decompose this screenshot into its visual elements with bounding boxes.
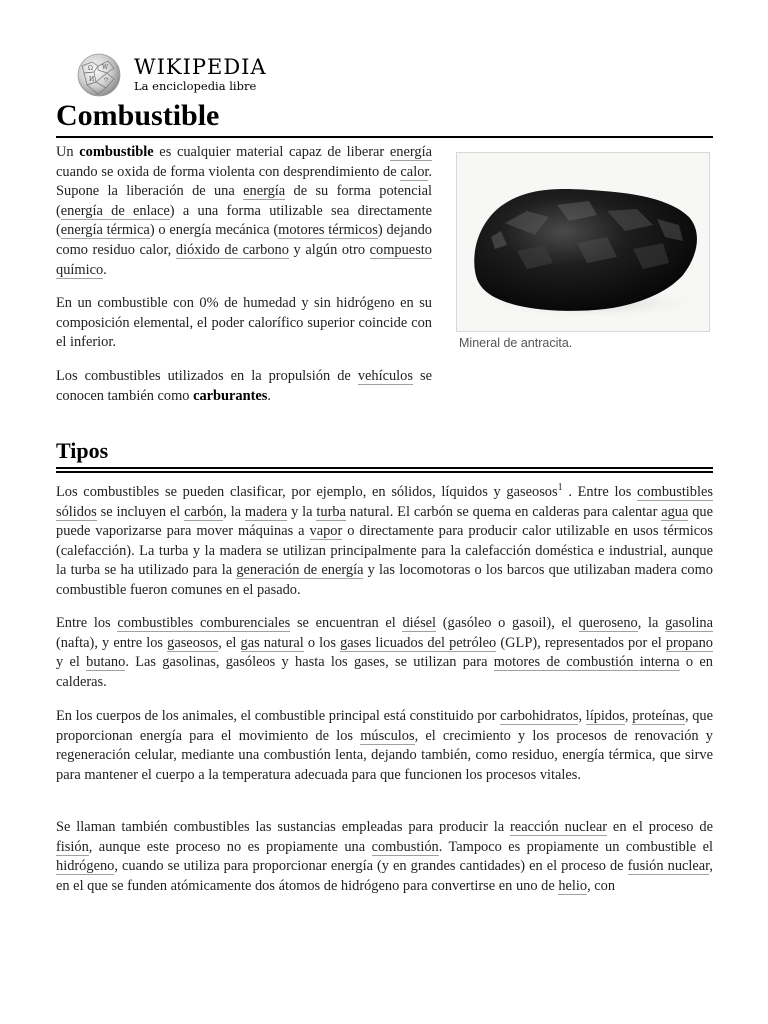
section-divider-top: [56, 467, 713, 469]
svg-text:И: И: [89, 76, 95, 83]
link-lipidos[interactable]: lípidos: [585, 708, 625, 724]
link-fision[interactable]: fisión: [56, 838, 89, 855]
link-combustibles-solidos[interactable]: combustibles sólidos: [56, 484, 713, 520]
link-calor[interactable]: calor: [400, 163, 429, 180]
tipos-paragraph-1: Los combustibles se pueden clasificar, por ejemplo, en sólidos, líquidos y gaseosos$^1$ . Entre los combustibles sólidos se incluyen el carbón, la madera y la turba natural. El carbón se quema en calderas para calentar agua que puede vaporizarse para mover máquinas a vapor o directamente para producir calor utilizable en usos térmicos (calefacción). La turba y la madera se utilizan principalmente para la calefacción doméstica e industrial, aunque la turba se ha utilizado para la generación de energía y las locomotoras o los barcos que utilizaban madera como combustible fueron comunes en el pasado.: [56, 482, 713, 598]
link-dioxido-de-carbono[interactable]: dióxido de carbono: [175, 241, 289, 258]
page-title: Combustible: [56, 99, 220, 132]
anthracite-image[interactable]: [456, 152, 710, 332]
link-energia-de-enlace[interactable]: energía de enlace: [60, 202, 170, 219]
svg-text:ウ: ウ: [103, 77, 110, 84]
link-energia-2[interactable]: energía: [243, 183, 286, 200]
wikipedia-globe-icon: [74, 52, 124, 98]
svg-text:Ω: Ω: [88, 65, 93, 72]
link-carbohidratos[interactable]: carbohidratos: [500, 708, 579, 724]
section-heading-tipos: Tipos: [56, 438, 109, 463]
reference-1[interactable]: 1: [557, 482, 563, 494]
svg-text:W: W: [102, 64, 109, 71]
title-divider: [56, 136, 713, 138]
link-motores-termicos[interactable]: motores térmicos: [278, 222, 378, 239]
tipos-paragraph-3: En los cuerpos de los animales, el combustible principal está constituido por carbohidratos, lípidos, proteínas, que proporcionan energía para el movimiento de los músculos, el crecimiento y los procesos de renovación y regeneración celular, mediante una combustión lenta, dejando también, como residuo, energía térmica, que sirve para mantener el cuerpo a la temperatura adecuada para que funcionen los procesos vitales.: [56, 708, 714, 783]
link-queroseno[interactable]: queroseno: [578, 615, 638, 631]
link-vehiculos[interactable]: vehículos: [357, 368, 413, 384]
link-gas-natural[interactable]: gas natural: [240, 634, 304, 651]
link-vapor[interactable]: vapor: [309, 523, 343, 540]
link-combustibles-comburenciales[interactable]: combustibles comburenciales: [117, 615, 291, 631]
link-butano[interactable]: butano: [86, 654, 126, 671]
link-combustion[interactable]: combustión: [371, 838, 439, 855]
wikipedia-wordmark: WIKIPEDIA: [134, 55, 267, 79]
infobox-figure: [456, 152, 710, 350]
link-propano[interactable]: propano: [665, 634, 713, 651]
lead-paragraph-2: En un combustible con 0% de humedad y sin hidrógeno en su composición elemental, el poder calorífico superior coincide con el inferior.: [56, 295, 432, 351]
figure-caption: Mineral de antracita.: [459, 336, 573, 350]
link-reaccion-nuclear[interactable]: reacción nuclear: [510, 819, 608, 835]
tipos-paragraph-2: Entre los combustibles comburenciales se encuentran el diésel (gasóleo o gasoil), el queroseno, la gasolina (nafta), y entre los gaseosos, el gas natural o los gases licuados del petróleo (GLP), representados por el propano y el butano. Las gasolinas, gasóleos y hasta los gases, se utilizan para motores de combustión interna o en calderas.: [56, 615, 714, 690]
wikipedia-header[interactable]: [74, 52, 274, 98]
link-helio[interactable]: helio: [558, 877, 588, 894]
link-fusion-nuclear[interactable]: fusión nuclear: [627, 858, 710, 875]
link-proteinas[interactable]: proteínas: [632, 708, 685, 724]
link-gases-licuados-del-petroleo[interactable]: gases licuados del petróleo: [340, 634, 497, 651]
wikipedia-tagline: La enciclopedia libre: [134, 79, 257, 93]
section-divider-bottom: [56, 471, 713, 473]
link-generacion-de-energia[interactable]: generación de energía: [236, 562, 364, 579]
lead-paragraph-1: Un combustible es cualquier material capaz de liberar energía cuando se oxida de forma violenta con desprendimiento de calor. Supone la liberación de una energía de su forma potencial (energía de enlace) a una forma utilizable sea directamente (energía térmica) o energía mecánica (motores térmicos) dejando como residuo calor, dióxido de carbono y algún otro compuesto químico.: [56, 144, 432, 278]
lead-paragraph-3: Los combustibles utilizados en la propulsión de vehículos se conocen también como carburantes.: [56, 368, 433, 404]
link-madera[interactable]: madera: [244, 503, 288, 520]
link-diesel[interactable]: diésel: [402, 615, 437, 631]
link-energia-termica[interactable]: energía térmica: [60, 222, 150, 239]
link-gaseosos[interactable]: gaseosos: [167, 634, 219, 651]
link-energia[interactable]: energía: [389, 144, 432, 160]
link-compuesto-quimico[interactable]: compuesto químico: [56, 241, 432, 278]
link-turba[interactable]: turba: [316, 503, 346, 520]
link-carbon[interactable]: carbón: [184, 503, 224, 520]
link-agua[interactable]: agua: [661, 503, 689, 520]
link-musculos[interactable]: músculos: [360, 727, 415, 744]
tipos-paragraph-4: Se llaman también combustibles las sustancias empleadas para producir la reacción nuclear en el proceso de fisión, aunque este proceso no es propiamente una combustión. Tampoco es propiamente un combustible el hidrógeno, cuando se utiliza para proporcionar energía (y en grandes cantidades) en el proceso de fusión nuclear, en el que se funden atómicamente dos átomos de hidrógeno para convertirse en uno de helio, con: [56, 819, 713, 894]
link-hidrogeno[interactable]: hidrógeno: [56, 858, 115, 875]
anthracite-rock-illustration: [457, 153, 710, 332]
link-gasolina[interactable]: gasolina: [665, 615, 714, 631]
link-motores-de-combustion-interna[interactable]: motores de combustión interna: [493, 654, 680, 671]
